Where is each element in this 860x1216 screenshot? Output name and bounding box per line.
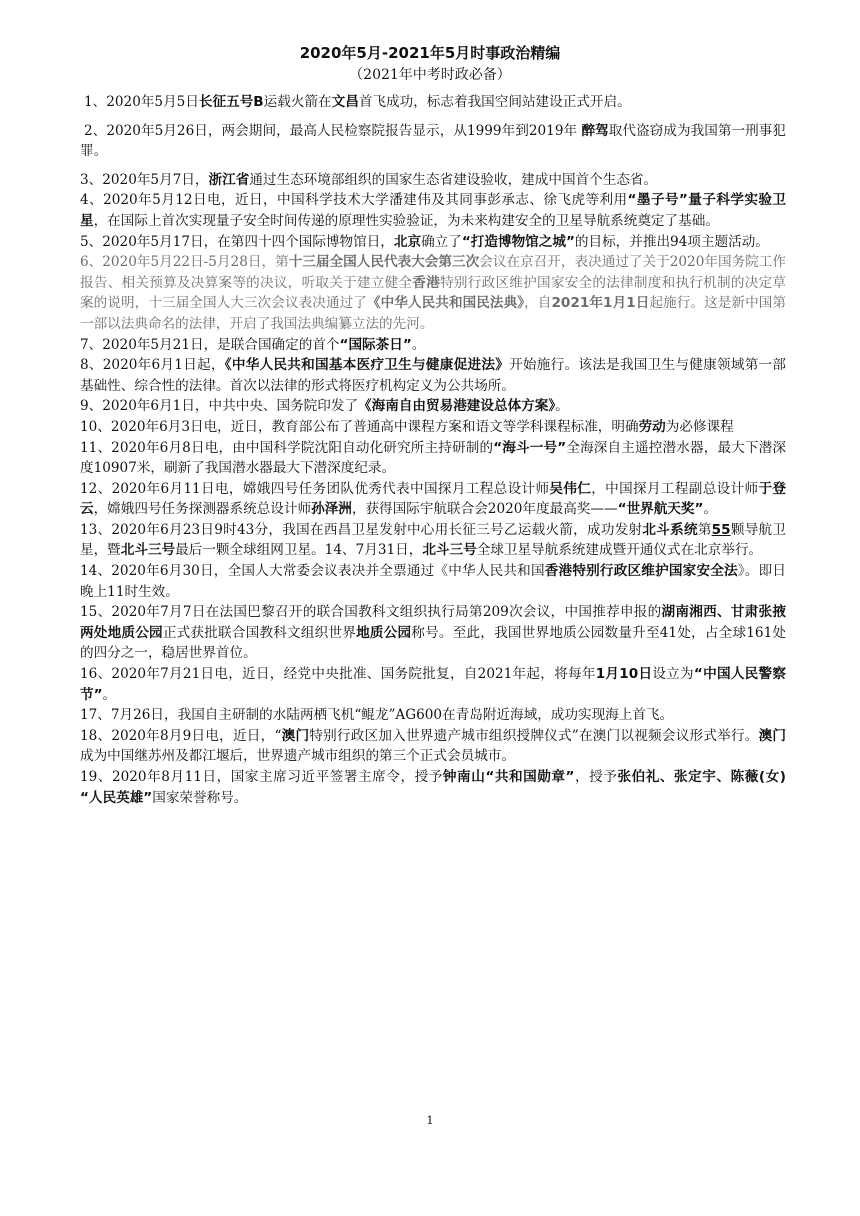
page-subtitle: （2021年中考时政必备） (349, 67, 511, 83)
news-text: 正式获批联合国教科文组织世界 (162, 624, 357, 641)
bold-keyword: “打造博物馆之城” (461, 233, 575, 250)
bold-keyword: 2021年1月1日 (551, 295, 650, 312)
news-text: 特别行政区维护国家安全的法律制度和执行机制的决定草案的说明，十三届全国人大三次会议表决通过了 (80, 274, 787, 312)
news-item (80, 252, 786, 334)
news-text: 13、2020年6月23日9时43分，我国在西昌卫星发射中心用长征三号乙运载火箭，成功发射 (80, 521, 643, 538)
news-text: 称号。至此，我国世界地质公园数量升至41处，占全球161处的四分之一，稳居世界首位。 (80, 624, 787, 662)
bold-keyword: 浙江省 (208, 171, 250, 188)
news-item (80, 417, 786, 438)
news-text: 。 (555, 398, 569, 415)
news-text: 3、2020年5月7日， (80, 171, 209, 188)
news-text: 7、2020年5月21日，是联合国确定的首个 (80, 336, 340, 353)
bold-keyword: “国际茶日” (339, 336, 412, 353)
news-text: 4、2020年5月12日电，近日，中国科学技术大学潘建伟及其同事彭承志、徐飞虎等利用 (80, 192, 628, 209)
news-list (80, 92, 786, 808)
bold-keyword: 《中华人民共和国基本医疗卫生与健康促进法》 (224, 357, 510, 374)
news-text: 1、2020年5月5日 (84, 94, 199, 110)
news-text: 最后一颗全球组网卫星。14、7月31日， (175, 542, 423, 559)
bold-keyword: “世界航天奖” (617, 501, 704, 518)
news-item (80, 335, 786, 356)
news-item (80, 190, 786, 231)
bold-keyword: 长征五号B (198, 94, 264, 110)
news-text: 全海深自主遥控潜水器，最大下潜深度10907米，刷新了我国潜水器最大下潜深度纪录。 (80, 439, 786, 477)
news-item (80, 121, 786, 162)
news-item (80, 767, 786, 808)
bold-keyword: 《中华人民共和国民法典》 (366, 295, 525, 312)
news-text: 。 (703, 501, 718, 518)
bold-keyword: 北斗三号 (120, 542, 176, 559)
bold-keyword: 澳门 (281, 727, 310, 744)
news-text: 9、2020年6月1日，中共中央、国务院印发了 (80, 398, 359, 415)
bold-keyword: 北京 (393, 233, 422, 250)
news-item (80, 170, 786, 191)
bold-keyword: 香港 (412, 274, 441, 291)
news-text: ，中国探月工程副总设计师 (591, 480, 759, 497)
news-text: 特别行政区加入世界遗产城市组织授牌仪式”在澳门以视频会议形式举行。 (309, 727, 759, 744)
news-text: 成为中国继苏州及都江堰后，世界遗产城市组织的第三个正式会员城市。 (80, 748, 515, 765)
news-text: 确立了 (421, 233, 462, 250)
news-item (80, 479, 786, 520)
bold-keyword: 《海南自由贸易港建设总体方案》 (358, 398, 556, 415)
page-title: 2020年5月-2021年5月时事政治精编 (299, 44, 561, 62)
bold-keyword: 文昌 (331, 94, 359, 110)
news-text: 2、2020年5月26日，两会期间，最高人民检察院报告显示，从1999年到2019年 (84, 122, 582, 139)
news-text: ，自 (524, 295, 552, 312)
news-text: 设立为 (652, 666, 694, 683)
news-item (80, 561, 786, 602)
news-item (80, 438, 786, 479)
bold-keyword: 香港特别行政区维护国家安全法 (544, 563, 738, 580)
bold-keyword: 55 (711, 521, 731, 538)
bold-keyword: 吴伟仁 (549, 480, 592, 497)
bold-keyword: 地质公园 (356, 624, 412, 641)
news-text: ，嫦娥四号任务探测器系统总设计师 (93, 501, 312, 518)
news-text: 14、2020年6月30日，全国人大常委会议表决并全票通过《中华人民共和国 (80, 563, 545, 580)
bold-keyword: 钟南山“共和国勋章” (442, 769, 575, 785)
news-item (80, 396, 786, 417)
bold-keyword: 醉驾 (581, 122, 609, 139)
news-text: 。 (102, 686, 117, 703)
news-text: 国家荣誉称号。 (152, 789, 248, 806)
news-text: 首飞成功，标志着我国空间站建设正式开启。 (358, 94, 631, 110)
news-item (80, 92, 786, 113)
news-text: 颗导航卫星，暨 (80, 521, 786, 559)
bold-keyword: 1月10日 (595, 666, 653, 683)
news-text: 》。即日晚上11时生效。 (80, 563, 787, 600)
page-number: 1 (426, 1114, 434, 1127)
news-text: 第 (697, 521, 712, 538)
news-item (80, 232, 786, 253)
news-text: 19、2020年8月11日，国家主席习近平签署主席令，授予 (80, 769, 443, 785)
bold-keyword: 湖南湘西、甘肃张掖两处地质公园 (80, 604, 786, 641)
news-text: 17、7月26日，我国自主研制的水陆两栖飞机“鲲龙”AG600在青岛附近海域，成功实现海上首飞。 (80, 707, 674, 724)
bold-keyword: 北斗系统 (642, 521, 698, 538)
news-text: 5、2020年5月17日，在第四十四个国际博物馆日， (80, 233, 394, 250)
news-text: 。 (411, 336, 426, 353)
news-text: 取代盗窃成为我国第一刑事犯罪。 (80, 122, 787, 160)
news-item (80, 664, 786, 705)
news-text: 11、2020年6月8日电，由中国科学院沈阳自动化研究所主持研制的 (80, 439, 494, 456)
news-item (80, 726, 786, 767)
bold-keyword: 劳动 (638, 418, 666, 435)
news-item (80, 520, 786, 561)
news-text: 18、2020年8月9日电，近日，“ (80, 727, 282, 744)
news-text: 通过生态环境部组织的国家生态省建设验收，建成中国首个生态省。 (249, 171, 658, 188)
bold-keyword: 十三届全国人民代表大会第三次 (288, 254, 480, 271)
news-text: 8、2020年6月1日起， (80, 357, 225, 374)
bold-keyword: 张伯礼、张定宇、陈薇(女) “人民英雄” (80, 769, 786, 806)
news-text: 为必修课程 (665, 418, 734, 435)
news-text: 起施行。这是新中国第一部以法典命名的法律，开启了我国法典编纂立法的先河。 (80, 295, 787, 332)
bold-keyword: 于登云 (80, 480, 786, 518)
news-text: 12、2020年6月11日电，嫦娥四号任务团队优秀代表中国探月工程总设计师 (80, 480, 550, 497)
bold-keyword: 孙泽洲 (311, 501, 352, 518)
bold-keyword: 北斗三号 (422, 542, 477, 559)
news-text: 15、2020年7月7日在法国巴黎召开的联合国教科文组织执行局第209次会议，中国推荐申报的 (80, 604, 662, 621)
news-text: 全球卫星导航系统建成暨开通仪式在北京举行。 (476, 542, 763, 559)
bold-keyword: “墨子号”量子科学实验卫星 (80, 192, 786, 229)
news-text: 6、2020年5月22日-5月28日，第 (80, 254, 289, 271)
news-text: 的目标，并推出94项主题活动。 (574, 233, 769, 250)
news-text: 16、2020年7月21日电，近日，经党中央批准、国务院批复，自2021年起，将每年 (80, 666, 596, 683)
news-text: ，在国际上首次实现量子安全时间传递的原理性实验验证，为未来构建安全的卫星导航系统奠定了基础。 (93, 212, 719, 229)
news-item (80, 355, 786, 396)
bold-keyword: “中国人民警察节” (80, 666, 786, 703)
bold-keyword: “海斗一号” (493, 439, 567, 456)
news-text: ，获得国际宇航联合会2020年度最高奖—— (351, 501, 618, 518)
news-item (80, 602, 786, 664)
news-text: 10、2020年6月3日电，近日，教育部公布了普通高中课程方案和语文等学科课程标准，明确 (80, 418, 639, 435)
news-text: 运载火箭在 (263, 94, 332, 110)
news-item (80, 705, 786, 726)
news-text: ，授予 (574, 769, 618, 785)
news-text: 开始施行。该法是我国卫生与健康领域第一部基础性、综合性的法律。首次以法律的形式将医疗机构定义为公共场所。 (80, 357, 787, 394)
news-text: 会议在京召开，表决通过了关于2020年国务院工作报告、相关预算及决算案等的决议，听取关于建立健全 (80, 254, 787, 291)
bold-keyword: 澳门 (758, 727, 787, 744)
